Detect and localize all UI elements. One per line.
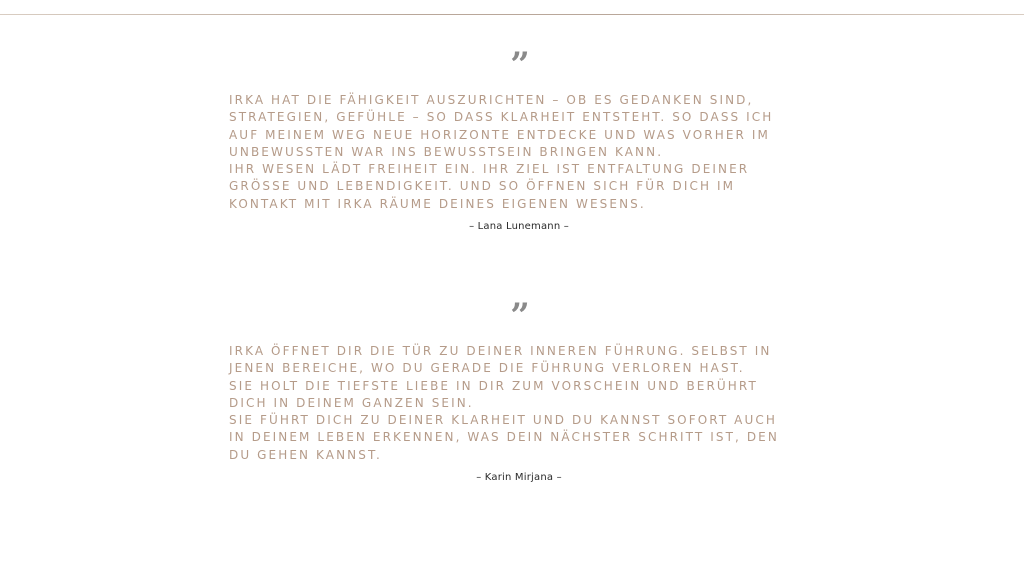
quote-line: IRKA HAT DIE FÄHIGKEIT AUSZURICHTEN – OB ES GEDANKEN SIND, (229, 93, 754, 107)
quote-mark-icon: ” (510, 301, 530, 323)
quote-line: IN DEINEM LEBEN ERKENNEN, WAS DEIN NÄCHSTER SCHRITT IST, DEN (229, 430, 779, 445)
quote-line: STRATEGIEN, GEFÜHLE – SO DASS KLARHEIT ENTSTEHT. SO DASS ICH (229, 110, 774, 125)
quote-line: AUF MEINEM WEG NEUE HORIZONTE ENTDECKE UND WAS VORHER IM (229, 127, 770, 142)
quote-mark-icon: ” (510, 50, 530, 72)
testimonial-quote (229, 92, 809, 213)
quote-line: IHR WESEN LÄDT FREIHEIT EIN. IHR ZIEL IST ENTFALTUNG DEINER (229, 162, 750, 177)
testimonial-2 (229, 343, 809, 464)
quote-line: DU GEHEN KANNST. (229, 447, 382, 462)
quote-line: DICH IN DEINEM GANZEN SEIN. (229, 395, 474, 410)
testimonial-author: – Karin Mirjana – (476, 472, 562, 483)
quote-line: KONTAKT MIT IRKA RÄUME DEINES EIGENEN WESENS. (229, 196, 646, 211)
testimonial-1 (229, 92, 809, 213)
quote-line: UNBEWUSSTEN WAR INS BEWUSSTSEIN BRINGEN KANN. (229, 144, 664, 159)
testimonial-quote (229, 343, 809, 464)
quote-line: GRÖSSE UND LEBENDIGKEIT. UND SO ÖFFNEN SICH FÜR DICH IM (229, 179, 736, 194)
quote-line: SIE HOLT DIE TIEFSTE LIEBE IN DIR ZUM VORSCHEIN UND BERÜHRT (229, 378, 758, 393)
quote-line: IRKA ÖFFNET DIR DIE TÜR ZU DEINER INNEREN FÜHRUNG. SELBST IN (229, 344, 772, 358)
quote-line: JENEN BEREICHE, WO DU GERADE DIE FÜHRUNG VERLOREN HAST. (229, 361, 745, 376)
testimonial-author: – Lana Lunemann – (469, 221, 569, 232)
quote-line: SIE FÜHRT DICH ZU DEINER KLARHEIT UND DU KANNST SOFORT AUCH (229, 413, 777, 428)
top-divider (0, 14, 1024, 15)
